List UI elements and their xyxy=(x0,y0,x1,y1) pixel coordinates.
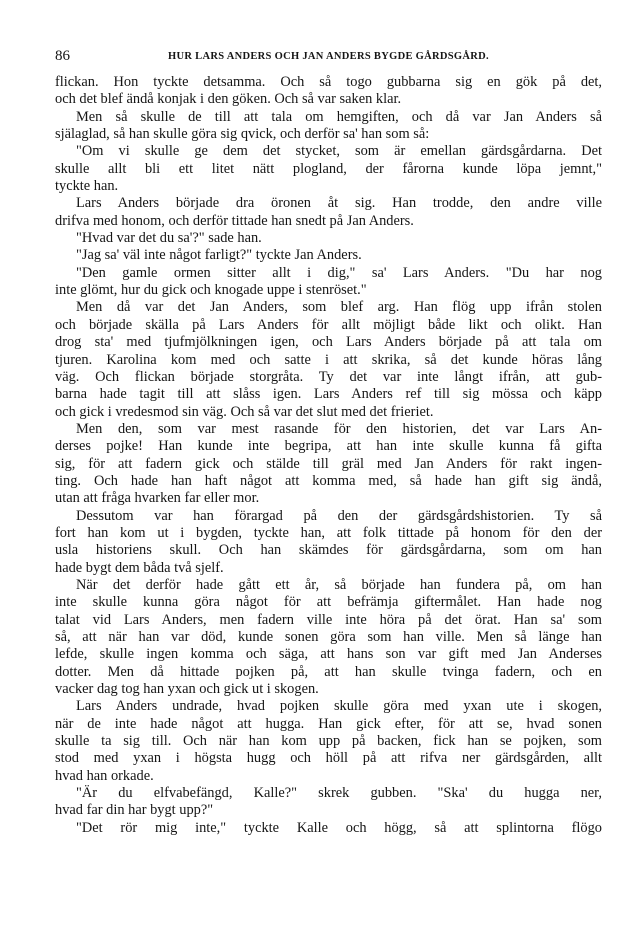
text-line: "Jag sa' väl inte något farligt?" tyckte Jan Anders. xyxy=(76,247,362,264)
text-line: skulle allt bli ett litet nätt plogland, der fårorna kunde löpa jemnt," xyxy=(55,160,602,177)
text-line: "Om vi skulle ge dem det stycket, som är emellan gärdsgårdarna. Det xyxy=(76,143,602,160)
text-line: hade bygt dem båda två sjelf. xyxy=(55,559,224,576)
text-line: hvad han orkade. xyxy=(55,767,154,784)
text-line: "Den gamle ormen sitter allt i dig," sa' Lars Anders. "Du har nog xyxy=(76,264,602,281)
text-line: och det blef ändå konjak i den göken. Och så var saken klar. xyxy=(55,91,402,108)
text-line: "Hvad var det du sa'?" sade han. xyxy=(76,230,262,247)
text-line: själaglad, så han skulle göra sig qvick, och derför sa' han som så: xyxy=(55,126,430,143)
text-line: sig, för att fadern gick och stälde till gräl med Jan Anders för rakt ingen- xyxy=(55,455,602,472)
text-line: Men då var det Jan Anders, som blef arg. Han flög upp ifrån stolen xyxy=(76,299,602,316)
text-line: Men den, som var mest rasande för den historien, det var Lars An- xyxy=(76,420,602,437)
text-line: vacker dag tog han yxan och gick ut i skogen. xyxy=(55,681,319,698)
text-line: fort han kom ut i bygden, tyckte han, att folk tittade på honom för den der xyxy=(55,524,602,541)
page-number: 86 xyxy=(55,48,70,64)
running-title: HUR LARS ANDERS OCH JAN ANDERS BYGDE GÅRDSGÅRD. xyxy=(168,51,489,62)
text-line: och började skälla på Lars Anders för allt möjligt både likt och olikt. Han xyxy=(55,316,602,333)
text-line: När det derför hade gått ett år, så började han fundera på, om han xyxy=(76,576,602,593)
text-line: drog sta' med tjufmjölkningen igen, och Lars Anders började på att tala om xyxy=(55,334,602,351)
text-line: Lars Anders undrade, hvad pojken skulle göra med yxan ute i skogen, xyxy=(76,698,602,715)
text-line: inte skulle kunna göra något för att befrämja giftermålet. Han hade nog xyxy=(55,594,602,611)
text-line: lefde, skulle ingen komma och säga, att hans son var gift med Jan Anderses xyxy=(55,646,602,663)
text-line: väg. Och flickan började storgråta. Ty det var inte långt ifrån, att gub- xyxy=(55,368,602,385)
text-line: dotter. Men då hittade pojken på, att han skulle tvinga fadern, och en xyxy=(55,663,602,680)
text-line: hvad far din har bygt upp?" xyxy=(55,802,214,819)
running-head xyxy=(55,48,602,68)
text-line: inte glömt, hur du gick och knogade uppe i stenröset." xyxy=(55,282,367,299)
page-body xyxy=(55,74,602,837)
text-line: så, att när han var död, kunde sonen göra som han ville. Men så länge han xyxy=(55,629,602,645)
text-line: Dessutom var han förargad på den der gärdsgårdshistorien. Ty så xyxy=(76,507,602,524)
text-line: stod med yxan i högsta hugg och höll på att rifva ner gärdsgården, allt xyxy=(55,750,602,767)
text-line: barna hade tagit till att slåss igen. Lars Anders ref till sig mössa och käpp xyxy=(55,386,602,403)
text-line: ting. Och hade han haft något att komma med, så hade han gift sig ändå, xyxy=(55,472,602,489)
text-line: usla historiens skull. Och han skämdes för gärdsgårdarna, som om han xyxy=(55,542,602,559)
text-line: flickan. Hon tyckte detsamma. Och så togo gubbarna sig en gök på det, xyxy=(55,74,602,90)
text-line: drifva med honom, och derför tittade han snedt på Jan Anders. xyxy=(55,212,414,229)
text-line: skulle ta sig till. Och när han kom upp på backen, fick han se pojken, som xyxy=(55,733,602,750)
text-line: och gick i vredesmod sin väg. Och så var det slut med det frieriet. xyxy=(55,403,434,420)
text-line: tyckte han. xyxy=(55,178,119,195)
text-line: Lars Anders började dra öronen åt sig. Han trodde, den andre ville xyxy=(76,195,602,212)
text-line: utan att fråga hvarken far eller mor. xyxy=(55,490,260,507)
text-line: derses pojke! Han kunde inte begripa, att han inte skulle kunna få gifta xyxy=(55,438,602,455)
text-line: tjuren. Karolina kom med och satte i att skrika, så det kunde höras lång xyxy=(55,351,602,368)
text-line: "Det rör mig inte," tyckte Kalle och högg, så att splintorna flögo xyxy=(76,819,602,836)
text-line: "Är du elfvabefängd, Kalle?" skrek gubben. "Ska' du hugga ner, xyxy=(76,785,602,802)
text-line: Men så skulle de till att tala om hemgiften, och då var Jan Anders så xyxy=(76,108,602,125)
text-line: när de inte hade något att hugga. Han gick efter, för att se, hvad sonen xyxy=(55,715,602,732)
text-line: talat vid Lars Anders, men fadern ville inte höra på det örat. Han sa' som xyxy=(55,611,602,628)
